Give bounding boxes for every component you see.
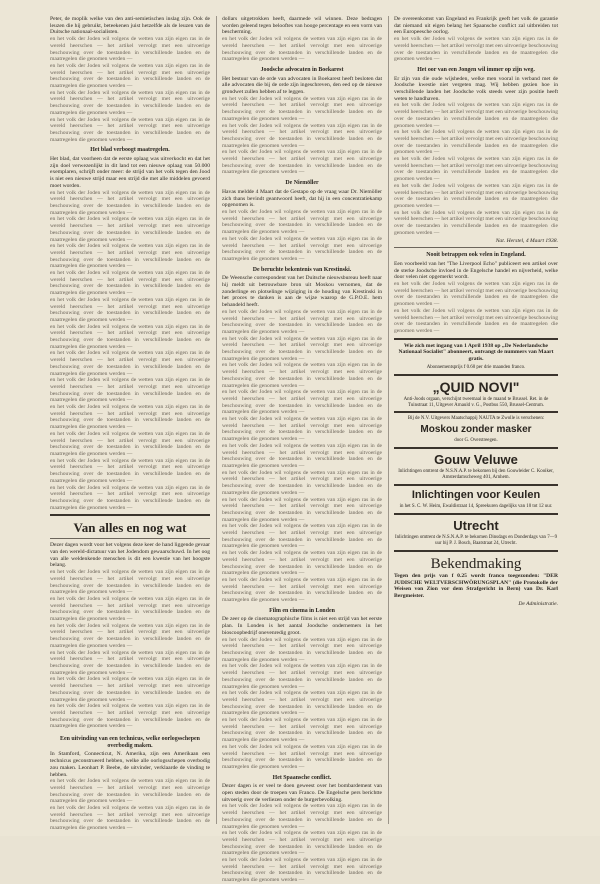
ad-nauta-text: Bij de N.V. Uitgevers Maatschappij NAUTA te Zwolle is verschenen: [407, 416, 545, 422]
article-text: en het volk der Joden wil volgens de wetten van zijn eigen ras in de wereld heerschen — het artikel vervolgt met een uitvoerige beschouwing over de toestanden in verschillende landen en de maatregelen die genomen werden — [222, 335, 382, 362]
article-text: en het volk der Joden wil volgens de wetten van zijn eigen ras in de wereld heerschen — het artikel vervolgt met een uitvoerige beschouwing over de toestanden in verschillende landen en de maatregelen die genomen werden — [394, 307, 558, 334]
article-text: en het volk der Joden wil volgens de wetten van zijn eigen ras in de wereld heerschen — het artikel vervolgt met een uitvoerige beschouwing over de toestanden in verschillende landen en de maatregelen die genomen werden — [50, 89, 210, 116]
article-text: en het volk der Joden wil volgens de wetten van zijn eigen ras in de wereld heerschen — het artikel vervolgt met een uitvoerige beschouwing over de toestanden in verschillende landen en de maatregelen die genomen werden — [222, 416, 382, 443]
article-text: en het volk der Joden wil volgens de wetten van zijn eigen ras in de wereld heerschen — het artikel vervolgt met een uitvoerige beschouwing over de toestanden in verschillende landen en de maatregelen die genomen werden — [222, 636, 382, 663]
article-text: en het volk der Joden wil volgens de wetten van zijn eigen ras in de wereld heerschen — het artikel vervolgt met een uitvoerige beschouwing over de toestanden in verschillende landen en de maatregelen die genomen werden — [50, 484, 210, 511]
section-heading: Het oor van een Jongen wil immer op zijn weg. [417, 66, 535, 73]
notice-title: Bekendmaking [430, 555, 522, 572]
ad-veluwe-title: Gouw Veluwe [434, 452, 518, 468]
article-text: en het volk der Joden wil volgens de wetten van zijn eigen ras in de wereld heerschen — het artikel vervolgt met een uitvoerige beschouwing over de toestanden in verschillende landen en de maatregelen die genomen werden — [50, 778, 210, 805]
divider [394, 247, 558, 248]
article-text: en het volk der Joden wil volgens de wetten van zijn eigen ras in de wereld heerschen — het artikel vervolgt met een uitvoerige beschouwing over de toestanden in verschillende landen en de maatregelen die genomen werden — [222, 717, 382, 744]
article-text: en het volk der Joden wil volgens de wetten van zijn eigen ras in de wereld heerschen — het artikel vervolgt met een uitvoerige beschouwing over de toestanden in verschillende landen en de maatregelen die genomen werden — [50, 36, 210, 63]
article-text: en het volk der Joden wil volgens de wetten van zijn eigen ras in de wereld heerschen — het artikel vervolgt met een uitvoerige beschouwing over de toestanden in verschillende landen en de maatregelen die genomen werden — [50, 323, 210, 350]
article-text: Havas meldde 4 Maart dat de Gestapo op de vraag waar Dr. Niemöller zich thans bevindt geantwoord heeft, dat hij in een concentratiekamp opgenomen is. [222, 188, 382, 209]
article-text: en het volk der Joden wil volgens de wetten van zijn eigen ras in de wereld heerschen — het artikel vervolgt met een uitvoerige beschouwing over de toestanden in verschillende landen en de maatregelen die genomen werden — [222, 235, 382, 262]
notice-signature: De Administratie. [518, 600, 558, 607]
notice-text: Tegen den prijs van f 0.25 wordt franco toegezonden: "DER JUDISCHE WELTVERSCHWÖRUNGSPLAN" (die Protokolle der Weisen von Zion vor dem Strafgericht in Bern) van Dr. Karl Bergmeister. [394, 572, 558, 599]
article-text: en het volk der Joden wil volgens de wetten van zijn eigen ras in de wereld heerschen — het artikel vervolgt met een uitvoerige beschouwing over de toestanden in verschillende landen en de maatregelen die genomen werden — [50, 216, 210, 243]
ad-quidnovi-text: Anti-Joods orgaan, verschijnt tweemaal in de maand te Brussel. Ret. in de Tuinstraat 11, Uitgever Arnauld v. G., Postbus 550, Brussel-Centrum. [403, 396, 549, 408]
article-text: en het volk der Joden wil volgens de wetten van zijn eigen ras in de wereld heerschen — het artikel vervolgt met een uitvoerige beschouwing over de toestanden in verschillende landen en de maatregelen die genomen werden — [222, 122, 382, 149]
article-text: en het volk der Joden wil volgens de wetten van zijn eigen ras in de wereld heerschen — het artikel vervolgt met een uitvoerige beschouwing over de toestanden in verschillende landen en de maatregelen die genomen werden — [50, 805, 210, 832]
ad-utrecht-text: Inlichtingen omtrent de N.S.N.A.P. te bekomen Dinsdags en Donderdags van 7—9 uur bij P. J. Bosch, Baatstraat 24, Utrecht. [394, 535, 558, 546]
article-text: en het volk der Joden wil volgens de wetten van zijn eigen ras in de wereld heerschen — het artikel vervolgt met een uitvoerige beschouwing over de toestanden in verschillende landen en de maatregelen die genomen werden — [50, 430, 210, 457]
article-text: en het volk der Joden wil volgens de wetten van zijn eigen ras in de wereld heerschen — het artikel vervolgt met een uitvoerige beschouwing over de toestanden in verschillende landen en de maatregelen die genomen werden — [222, 523, 382, 550]
article-text: en het volk der Joden wil volgens de wetten van zijn eigen ras in de wereld heerschen — het artikel vervolgt met een uitvoerige beschouwing over de toestanden in verschillende landen en de maatregelen die genomen werden — [222, 389, 382, 416]
section-heading: Het Spaansche conflict. [272, 774, 332, 781]
section-heading: De beruchte bekentenis van Krestinski. [252, 266, 352, 273]
section-heading: Het blad verboogt maatregelen. [90, 147, 170, 154]
article-text: en het volk der Joden wil volgens de wetten van zijn eigen ras in de wereld heerschen — het artikel vervolgt met een uitvoerige beschouwing over de toestanden in verschillende landen en de maatregelen die genomen werden — [50, 116, 210, 143]
ad-nauta-author: door G. Overstreegen. [454, 438, 498, 444]
article-text: en het volk der Joden wil volgens de wetten van zijn eigen ras in de wereld heerschen — het artikel vervolgt met een uitvoerige beschouwing over de toestanden in verschillende landen en de maatregelen die genomen werden — [50, 457, 210, 484]
article-text: en het volk der Joden wil volgens de wetten van zijn eigen ras in de wereld heerschen — het artikel vervolgt met een uitvoerige beschouwing over de toestanden in verschillende landen en de maatregelen die genomen werden — [50, 189, 210, 216]
ad-nauta-title: Moskou zonder masker [420, 424, 532, 436]
ad-utrecht-title: Utrecht [453, 518, 499, 533]
article-text: dollars uitgetrokken heeft, daarmede wil winnen. Deze bedragen worden geleend tegen belooftes van hooge percentage en een vorm van bescherming. [222, 16, 382, 36]
article-text: en het volk der Joden wil volgens de wetten van zijn eigen ras in de wereld heerschen — het artikel vervolgt met een uitvoerige beschouwing over de toestanden in verschillende landen en de maatregelen die genomen werden — [222, 362, 382, 389]
article-text: en het volk der Joden wil volgens de wetten van zijn eigen ras in de wereld heerschen — het artikel vervolgt met een uitvoerige beschouwing over de toestanden in verschillende landen en de maatregelen die genomen werden — [222, 576, 382, 604]
source-signature: Nat. Herstel, 4 Maart 1938. [495, 237, 558, 244]
article-text: en het volk der Joden wil volgens de wetten van zijn eigen ras in de wereld heerschen — het artikel vervolgt met een uitvoerige beschouwing over de toestanden in verschillende landen en de maatregelen die genomen werden — [222, 442, 382, 469]
article-text: en het volk der Joden wil volgens de wetten van zijn eigen ras in de wereld heerschen — het artikel vervolgt met een uitvoerige beschouwing over de toestanden in verschillende landen en de maatregelen die genomen werden — [394, 156, 558, 183]
article-text: en het volk der Joden wil volgens de wetten van zijn eigen ras in de wereld heerschen — het artikel vervolgt met een uitvoerige beschouwing over de toestanden in verschillende landen en de maatregelen die genomen werden — [394, 209, 558, 236]
section-heading: Film en cinema in Londen [269, 607, 335, 614]
article-text: en het volk der Joden wil volgens de wetten van zijn eigen ras in de wereld heerschen — het artikel vervolgt met een uitvoerige beschouwing over de toestanden in verschillende landen en de maatregelen die genomen werden — [222, 663, 382, 690]
divider [50, 514, 210, 516]
article-text: en het volk der Joden wil volgens de wetten van zijn eigen ras in de wereld heerschen — het artikel vervolgt met een uitvoerige beschouwing over de toestanden in verschillende landen en de maatregelen die genomen werden — [222, 690, 382, 717]
article-text: Dezer dagen wordt voor het volgens deze keer de hand liggende gevaar van den wereld-dictatuur van het Jodendom gewaarschuwd. In het oog van alle weldenkende menschen is dit een kwestie van het hoogste belang. [50, 542, 210, 569]
article-text: en het volk der Joden wil volgens de wetten van zijn eigen ras in de wereld heerschen — het artikel vervolgt met een uitvoerige beschouwing over de toestanden in verschillende landen en de maatregelen die genomen werden — [50, 622, 210, 649]
divider [394, 411, 558, 413]
article-text: en het volk der Joden wil volgens de wetten van zijn eigen ras in de wereld heerschen — het artikel vervolgt met een uitvoerige beschouwing over de toestanden in verschillende landen en de maatregelen die genomen werden — [394, 102, 558, 129]
article-text: en het volk der Joden wil volgens de wetten van zijn eigen ras in de wereld heerschen — het artikel vervolgt met een uitvoerige beschouwing over de toestanden in verschillende landen en de maatregelen die genomen werden — [222, 149, 382, 176]
divider [394, 374, 558, 376]
article-text: en het volk der Joden wil volgens de wetten van zijn eigen ras in de wereld heerschen — het artikel vervolgt met een uitvoerige beschouwing over de toestanden in verschillende landen en de maatregelen die genomen werden — [50, 703, 210, 730]
article-text: Het blad, dat voorheen dat de eerste oplaag was uitverkocht en dat het zijn doel verwezenlijkt in dit land tot een nieuwe oplaag van 50.000 exemplaren, schrijft onder meer: de strijd van het volk tegen den Jood is niet een nieuwe strijd maar een strijd die met alle middelen gevoerd moet worden. [50, 156, 210, 189]
article-text: en het volk der Joden wil volgens de wetten van zijn eigen ras in de wereld heerschen — het artikel vervolgt met een uitvoerige beschouwing over de toestanden in verschillende landen en de maatregelen die genomen werden — [222, 496, 382, 523]
article-text: en het volk der Joden wil volgens de wetten van zijn eigen ras in de wereld heerschen — het artikel vervolgt met een uitvoerige beschouwing over de toestanden in verschillende landen en de maatregelen die genomen werden — [50, 62, 210, 90]
article-text: en het volk der Joden wil volgens de wetten van zijn eigen ras in de wereld heerschen — het artikel vervolgt met een uitvoerige beschouwing over de toestanden in verschillende landen en de maatregelen die genomen werden — [50, 350, 210, 377]
article-text: Dezer dagen is er veel te doen geweest over het bombardement van open steden door de troepen van Franco. De Engelsche pers berichtte uitvoerig over de verliezen onder de burgerbevolking. [222, 783, 382, 803]
section-heading: Een uitvinding van een technicus, welke oorlogsschepen overbodig maken. [60, 736, 200, 749]
article-text: en het volk der Joden wil volgens de wetten van zijn eigen ras in de wereld heerschen — het artikel vervolgt met een uitvoerige beschouwing over de toestanden in verschillende landen en de maatregelen die genomen werden — [222, 857, 382, 884]
divider [394, 447, 558, 449]
article-text: Een voorbeeld van het "The Liverpool Echo" publiceert een artikel over de sterke Joodsche invloed in de Engelsche handel en nijverheid, welke door velen niet opgemerkt wordt. [394, 260, 558, 281]
divider [50, 538, 210, 539]
article-text: en het volk der Joden wil volgens de wetten van zijn eigen ras in de wereld heerschen — het artikel vervolgt met een uitvoerige beschouwing over de toestanden in verschillende landen en de maatregelen die genomen werden — [50, 270, 210, 297]
divider [394, 513, 558, 515]
article-text: De zeer op de cinematographische films is niet een strijd van het eerste plan. In Londen is het aantal Joodsche ondernemers in het bioscoopbedrijf onevenredig groot. [222, 616, 382, 636]
article-text: en het volk der Joden wil volgens de wetten van zijn eigen ras in de wereld heerschen — het artikel vervolgt met een uitvoerige beschouwing over de toestanden in verschillende landen en de maatregelen die genomen werden — [222, 208, 382, 236]
section-heading: Joodsche advocaten in Boekarest [260, 66, 344, 73]
headline: Van alles en nog wat [73, 520, 187, 536]
article-text: en het volk der Joden wil volgens de wetten van zijn eigen ras in de wereld heerschen — het artikel vervolgt met een uitvoerige beschouwing over de toestanden in verschillende landen en de maatregelen die genomen werden — [50, 243, 210, 270]
article-text: en het volk der Joden wil volgens de wetten van zijn eigen ras in de wereld heerschen — het artikel vervolgt met een uitvoerige beschouwing over de toestanden in verschillende landen en de maatregelen die genomen werden — [222, 803, 382, 830]
ad-quidnovi-title: „QUID NOVI" [432, 378, 520, 395]
article-text: en het volk der Joden wil volgens de wetten van zijn eigen ras in de wereld heerschen — het artikel vervolgt met een uitvoerige beschouwing over de toestanden in verschillende landen en de maatregelen die genomen werden — [222, 830, 382, 857]
article-text: Peter, de moplik welke van den anti-semietischen inslag zijn. Ook de leuzen die hij gebruikt, beteekenen juist hetzelfde als de leuzen van de Duitsche nationaal-socialisten. [50, 16, 210, 36]
ad-keulen-title: Inlichtingen voor Keulen [411, 489, 541, 502]
section-heading: De Niemöller [285, 180, 319, 187]
column-3 [394, 16, 558, 824]
article-text: en het volk der Joden wil volgens de wetten van zijn eigen ras in de wereld heerschen — het artikel vervolgt met een uitvoerige beschouwing over de toestanden in verschillende landen en de maatregelen die genomen werden — [394, 129, 558, 156]
article-text: en het volk der Joden wil volgens de wetten van zijn eigen ras in de wereld heerschen — het artikel vervolgt met een uitvoerige beschouwing over de toestanden in verschillende landen en de maatregelen die genomen werden — [50, 595, 210, 623]
article-text: Er zijn van die oude wijsheden, welke men vooral in verband met de Joodsche kwestie niet vergeten mag. Wij hebben gezien hoe in verschillende landen het Joodsche volk steeds weer zijn positie heeft weten te handhaven. [394, 75, 558, 102]
divider [394, 484, 558, 486]
article-text: en het volk der Joden wil volgens de wetten van zijn eigen ras in de wereld heerschen — het artikel vervolgt met een uitvoerige beschouwing over de toestanden in verschillende landen en de maatregelen die genomen werden — [394, 182, 558, 209]
article-text: en het volk der Joden wil volgens de wetten van zijn eigen ras in de wereld heerschen — het artikel vervolgt met een uitvoerige beschouwing over de toestanden in verschillende landen en de maatregelen die genomen werden — [222, 95, 382, 122]
column-rule [388, 16, 389, 824]
article-text: en het volk der Joden wil volgens de wetten van zijn eigen ras in de wereld heerschen — het artikel vervolgt met een uitvoerige beschouwing over de toestanden in verschillende landen en de maatregelen die genomen werden — [222, 743, 382, 770]
article-text: en het volk der Joden wil volgens de wetten van zijn eigen ras in de wereld heerschen — het artikel vervolgt met een uitvoerige beschouwing over de toestanden in verschillende landen en de maatregelen die genomen werden — [50, 569, 210, 596]
column-1 [50, 16, 210, 832]
article-text: In Stamford, Connecticut, N. Amerika, zijn een Amerikaan een technicus geconstrueerd hebben, welke alle oorlogsschepen overbodig zou maken. Leonhart P. Beebe, de uitvinder, verklaarde de vinding te hebben. [50, 751, 210, 778]
article-text: De overeenkomst van Engeland en Frankrijk geeft het volk de garantie dat niemand uit eigen belang het Spaansche conflict zal uitbreiden tot een Europeesche oorlog. [394, 16, 558, 36]
subscription-notice: Wie zich met ingang van 1 April 1938 op „De Nederlandsche Nationaal Socialist" abonneert, ontvangt de nummers van Maart gratis. [398, 342, 554, 363]
ad-veluwe-text: Inlichtingen omtrent de N.S.N.A.P. te bekomen bij den Gouwleider C. Kooiker, Amsterdamscheweg 401, Arnhem. [398, 469, 554, 481]
article-text: en het volk der Joden wil volgens de wetten van zijn eigen ras in de wereld heerschen — het artikel vervolgt met een uitvoerige beschouwing over de toestanden in verschillende landen en de maatregelen die genomen werden — [222, 550, 382, 577]
article-text: en het volk der Joden wil volgens de wetten van zijn eigen ras in de wereld heerschen — het artikel vervolgt met een uitvoerige beschouwing over de toestanden in verschillende landen en de maatregelen die genomen werden — [50, 296, 210, 323]
article-text: en het volk der Joden wil volgens de wetten van zijn eigen ras in de wereld heerschen — het artikel vervolgt met een uitvoerige beschouwing over de toestanden in verschillende landen en de maatregelen die genomen werden — [50, 649, 210, 676]
article-text: en het volk der Joden wil volgens de wetten van zijn eigen ras in de wereld heerschen — het artikel vervolgt met een uitvoerige beschouwing over de toestanden in verschillende landen en de maatregelen die genomen werden — [394, 36, 558, 63]
article-text: De Weensche correspondent van het Duitsche nieuwsbureau heeft naar hij meldt uit betrouwbare bron uit Moskou vernomen, dat de zonderlinge en plotselinge wijziging in de houding van Krestinski in het proces te danken is aan de wijze waarop de G.P.O.E. hem behandeld heeft. [222, 275, 382, 309]
column-2 [222, 16, 382, 884]
section-heading: Nooit betrappen ook velen in Engeland. [426, 252, 526, 259]
article-text: en het volk der Joden wil volgens de wetten van zijn eigen ras in de wereld heerschen — het artikel vervolgt met een uitvoerige beschouwing over de toestanden in verschillende landen en de maatregelen die genomen werden — [222, 469, 382, 496]
divider [394, 550, 558, 552]
article-text: en het volk der Joden wil volgens de wetten van zijn eigen ras in de wereld heerschen — het artikel vervolgt met een uitvoerige beschouwing over de toestanden in verschillende landen en de maatregelen die genomen werden — [50, 404, 210, 431]
column-rule [216, 16, 217, 824]
subscription-price: Abonnementsprijs f 0.60 per drie maanden franco. [426, 364, 526, 370]
ad-keulen-text: in het S. C. W. Heim, Ewaldistraat 14, Spreekuren dagelijks van 10 tot 12 uur. [399, 504, 553, 510]
article-text: Het bestuur van de orde van advocaten in Boekarest heeft besloten dat alle advocaten die bij de orde zijn ingeschreven, den eed op de nieuwe grondwet zullen hebben af te leggen. [222, 75, 382, 96]
article-text: en het volk der Joden wil volgens de wetten van zijn eigen ras in de wereld heerschen — het artikel vervolgt met een uitvoerige beschouwing over de toestanden in verschillende landen en de maatregelen die genomen werden — [394, 281, 558, 308]
article-text: en het volk der Joden wil volgens de wetten van zijn eigen ras in de wereld heerschen — het artikel vervolgt met een uitvoerige beschouwing over de toestanden in verschillende landen en de maatregelen die genomen werden — [50, 676, 210, 703]
divider [394, 338, 558, 340]
article-text: en het volk der Joden wil volgens de wetten van zijn eigen ras in de wereld heerschen — het artikel vervolgt met een uitvoerige beschouwing over de toestanden in verschillende landen en de maatregelen die genomen werden — [50, 377, 210, 404]
article-text: en het volk der Joden wil volgens de wetten van zijn eigen ras in de wereld heerschen — het artikel vervolgt met een uitvoerige beschouwing over de toestanden in verschillende landen en de maatregelen die genomen werden — [222, 308, 382, 335]
article-text: en het volk der Joden wil volgens de wetten van zijn eigen ras in de wereld heerschen — het artikel vervolgt met een uitvoerige beschouwing over de toestanden in verschillende landen en de maatregelen die genomen werden — [222, 36, 382, 63]
